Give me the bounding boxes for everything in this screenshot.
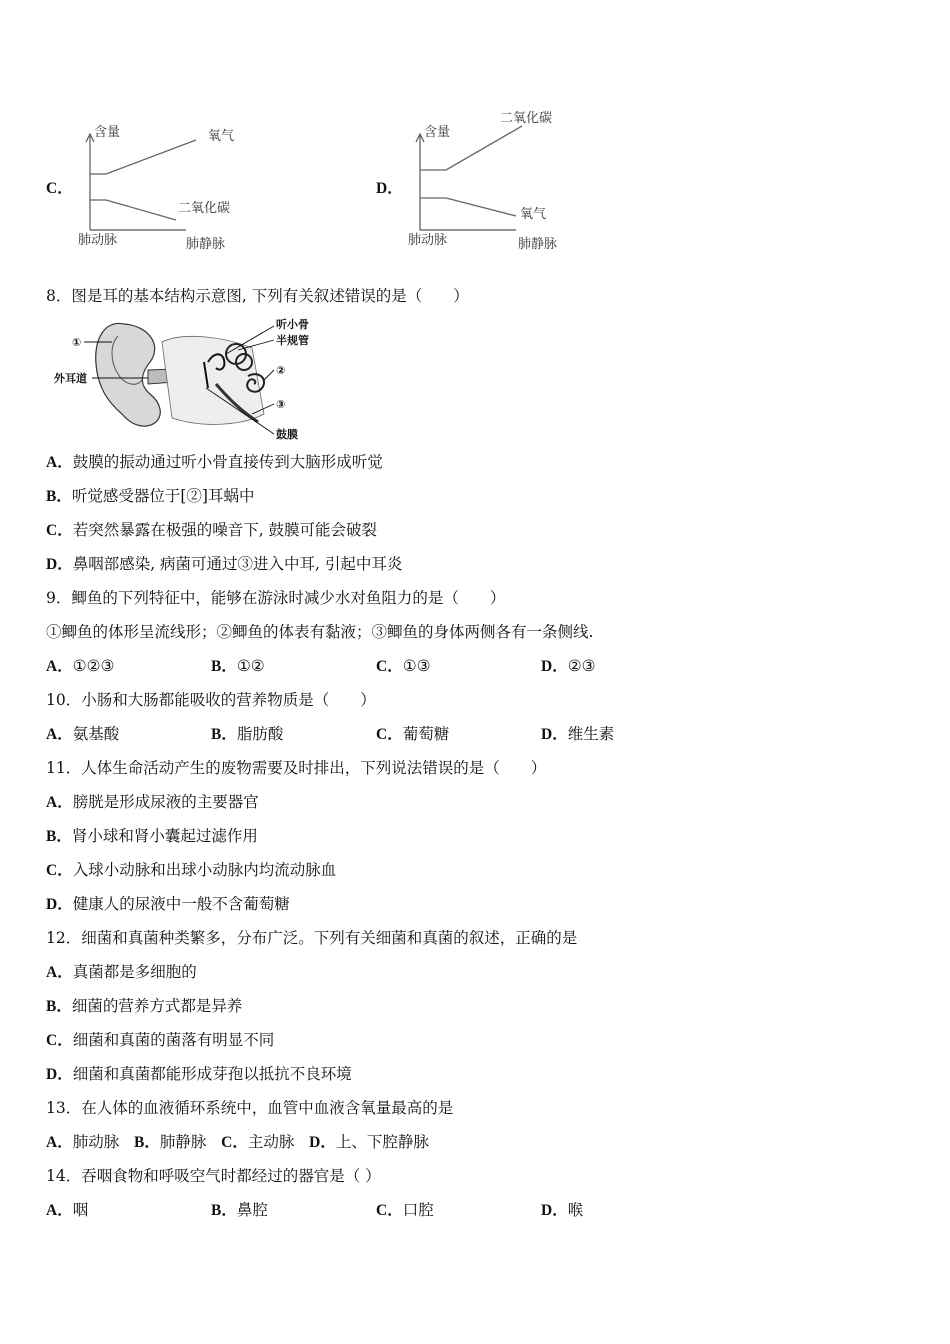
- y-axis-label: 含量: [424, 125, 451, 140]
- ossicles-label: 听小骨: [276, 318, 309, 331]
- rising-series-label: 二氧化碳: [500, 111, 553, 126]
- q12-option-a: A．真菌都是多细胞的: [46, 963, 197, 981]
- q9-detail: ①鲫鱼的体形呈流线形；②鲫鱼的体表有黏液；③鲫鱼的身体两侧各有一条侧线.: [46, 623, 594, 641]
- falling-series-line-slope: [446, 198, 516, 216]
- q9-option-c: C．①③: [376, 657, 431, 675]
- q11-option-d: D．健康人的尿液中一般不含葡萄糖: [46, 895, 290, 913]
- q10-option-d: D．维生素: [541, 725, 615, 743]
- q11-option-c: C．入球小动脉和出球小动脉内均流动脉血: [46, 861, 337, 879]
- label-1: ①: [72, 336, 82, 349]
- q8-option-d: D．鼻咽部感染, 病菌可通过③进入中耳, 引起中耳炎: [46, 555, 403, 573]
- q8-option-c: C．若突然暴露在极强的噪音下, 鼓膜可能会破裂: [46, 521, 378, 539]
- q9-option-b: B．①②: [211, 657, 265, 675]
- rising-series-label: 氧气: [208, 129, 235, 144]
- q10-option-c: C．葡萄糖: [376, 725, 450, 743]
- outer-canal-label: 外耳道: [54, 372, 87, 385]
- q7-option-c-chart: [76, 116, 256, 256]
- q12-stem: 12．细菌和真菌种类繁多，分布广泛。下列有关细菌和真菌的叙述，正确的是: [46, 929, 578, 947]
- canals-label: 半规管: [276, 334, 309, 347]
- q9-option-a: A．①②③: [46, 657, 115, 675]
- q13-options: A．肺动脉 B．肺静脉 C．主动脉 D．上、下腔静脉: [46, 1133, 429, 1151]
- q14-option-c: C．口腔: [376, 1201, 434, 1219]
- q13-stem: 13．在人体的血液循环系统中，血管中血液含氧量最高的是: [46, 1099, 454, 1117]
- q8-option-b: B．听觉感受器位于[②]耳蜗中: [46, 487, 255, 505]
- q9-stem: 9．鲫鱼的下列特征中，能够在游泳时减少水对鱼阻力的是（ ）: [46, 589, 506, 607]
- q10-option-b: B．脂肪酸: [211, 725, 284, 743]
- ear-structure-figure: [52, 318, 314, 444]
- q14-option-a: A．咽: [46, 1201, 89, 1219]
- falling-series-line-slope: [106, 200, 176, 220]
- q11-stem: 11．人体生命活动产生的废物需要及时排出，下列说法错误的是（ ）: [46, 759, 547, 777]
- q12-option-b: B．细菌的营养方式都是异养: [46, 997, 243, 1015]
- q8-option-a: A．鼓膜的振动通过听小骨直接传到大脑形成听觉: [46, 453, 383, 471]
- eardrum-label: 鼓膜: [276, 428, 298, 441]
- label-3: ③: [276, 398, 286, 411]
- q11-option-a: A．膀胱是形成尿液的主要器官: [46, 793, 259, 811]
- x-start-label: 肺动脉: [78, 233, 118, 248]
- q14-option-b: B．鼻腔: [211, 1201, 268, 1219]
- q7-option-c-label: C．: [46, 180, 73, 197]
- q12-option-d: D．细菌和真菌都能形成芽孢以抵抗不良环境: [46, 1065, 352, 1083]
- q7-option-d-label: D．: [376, 180, 403, 197]
- falling-series-label: 二氧化碳: [178, 201, 231, 216]
- x-end-label: 肺静脉: [518, 237, 558, 252]
- x-start-label: 肺动脉: [408, 233, 448, 248]
- q7-option-d-chart: [406, 106, 576, 256]
- q14-option-d: D．喉: [541, 1201, 584, 1219]
- q8-stem: 8．图是耳的基本结构示意图, 下列有关叙述错误的是（ ）: [46, 287, 469, 305]
- q10-option-a: A．氨基酸: [46, 725, 120, 743]
- q12-option-c: C．细菌和真菌的菌落有明显不同: [46, 1031, 275, 1049]
- falling-series-label: 氧气: [520, 207, 547, 222]
- label-2: ②: [276, 364, 286, 377]
- rising-series-line-slope: [106, 140, 196, 174]
- q14-stem: 14．吞咽食物和呼吸空气时都经过的器官是（ ）: [46, 1167, 381, 1185]
- x-end-label: 肺静脉: [186, 237, 226, 252]
- rising-series-line-slope: [446, 126, 522, 170]
- q11-option-b: B．肾小球和肾小囊起过滤作用: [46, 827, 258, 845]
- y-axis-label: 含量: [94, 125, 121, 140]
- q9-option-d: D．②③: [541, 657, 596, 675]
- q10-stem: 10．小肠和大肠都能吸收的营养物质是（ ）: [46, 691, 376, 709]
